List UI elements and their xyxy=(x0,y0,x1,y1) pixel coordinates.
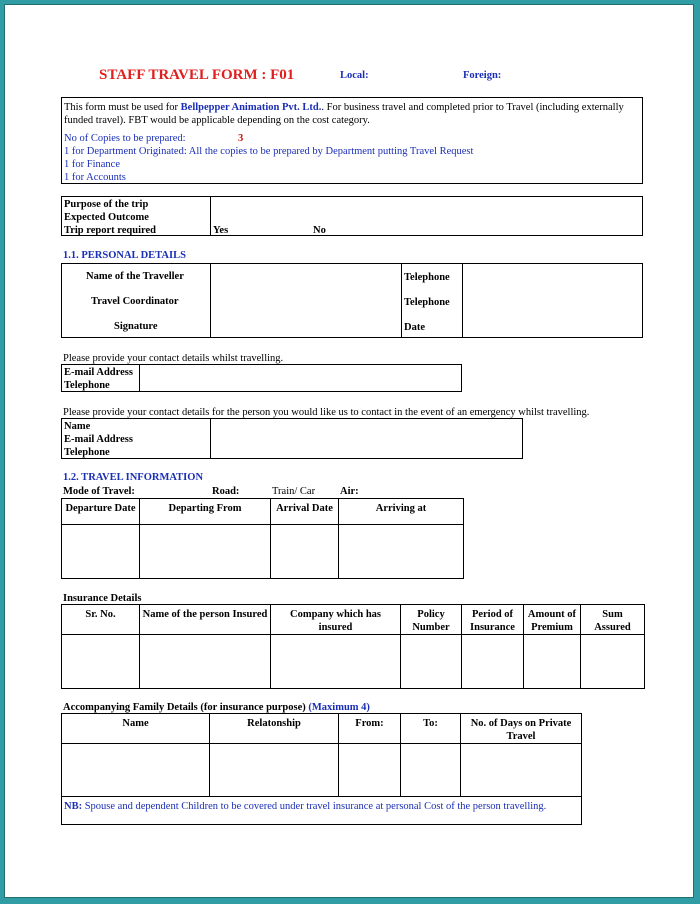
insured-person-cell[interactable] xyxy=(140,635,271,689)
copy-line-finance: 1 for Finance xyxy=(64,159,120,170)
col-departing-from: Departing From xyxy=(140,499,271,525)
coordinator-label: Travel Coordinator xyxy=(91,296,179,307)
personal-heading: 1.1. PERSONAL DETAILS xyxy=(63,250,186,261)
relationship-cell[interactable] xyxy=(210,744,339,797)
sr-no-cell[interactable] xyxy=(62,635,140,689)
contact-telephone-label: Telephone xyxy=(64,380,110,391)
col-relationship: Relatonship xyxy=(210,714,339,744)
arrival-date-cell[interactable] xyxy=(271,525,339,579)
company-name: Bellpepper Animation Pvt. Ltd. xyxy=(180,102,322,113)
travel-heading: 1.2. TRAVEL INFORMATION xyxy=(63,472,204,483)
form-title: STAFF TRAVEL FORM : F01 xyxy=(99,67,295,83)
col-family-name: Name xyxy=(62,714,210,744)
telephone-field[interactable] xyxy=(463,264,642,337)
train-car-label: Train/ Car xyxy=(272,486,316,497)
emergency-field[interactable] xyxy=(211,419,522,458)
col-departure-date: Departure Date xyxy=(62,499,140,525)
travel-table xyxy=(61,498,464,579)
telephone2-label: Telephone xyxy=(404,297,450,308)
col-insurer-company: Company which has insured xyxy=(271,605,401,635)
insurance-heading: Insurance Details xyxy=(63,593,142,604)
emergency-email-label: E-mail Address xyxy=(64,434,133,445)
contact-box xyxy=(61,364,462,392)
emergency-intro: Please provide your contact details for the person you would like us to contact in the event of an emergency whilst travelling. xyxy=(63,407,590,418)
report-label: Trip report required xyxy=(64,225,156,236)
form-page xyxy=(4,4,694,898)
copy-line-accounts: 1 for Accounts xyxy=(64,172,126,183)
col-insured-person: Name of the person Insured xyxy=(140,605,271,635)
to-cell[interactable] xyxy=(401,744,461,797)
col-arriving-at: Arriving at xyxy=(339,499,464,525)
purpose-label: Purpose of the trip xyxy=(64,199,149,210)
col-insurance-period: Period of Insurance xyxy=(462,605,524,635)
copy-line-department: 1 for Department Originated: All the copies to be prepared by Department putting Travel Request xyxy=(64,146,474,157)
col-premium-amount: Amount of Premium xyxy=(524,605,581,635)
contact-email-label: E-mail Address xyxy=(64,367,133,378)
insurance-table xyxy=(61,604,645,689)
departing-from-cell[interactable] xyxy=(140,525,271,579)
premium-amount-cell[interactable] xyxy=(524,635,581,689)
copies-value: 3 xyxy=(238,133,244,144)
personal-divider-2 xyxy=(401,264,402,337)
outcome-label: Expected Outcome xyxy=(64,212,149,223)
col-to: To: xyxy=(401,714,461,744)
contact-intro: Please provide your contact details whilst travelling. xyxy=(63,353,284,364)
nb-label: NB: xyxy=(64,801,83,812)
private-days-cell[interactable] xyxy=(461,744,582,797)
contact-field[interactable] xyxy=(140,365,461,391)
foreign-label: Foreign: xyxy=(463,70,502,81)
emergency-telephone-label: Telephone xyxy=(64,447,110,458)
arriving-at-cell[interactable] xyxy=(339,525,464,579)
nb-text: Spouse and dependent Children to be covered under travel insurance at personal Cost of the person travelling. xyxy=(84,801,547,812)
departure-date-cell[interactable] xyxy=(62,525,140,579)
signature-label: Signature xyxy=(114,321,158,332)
air-label: Air: xyxy=(340,486,359,497)
trip-divider xyxy=(210,197,211,235)
col-sr-no: Sr. No. xyxy=(62,605,140,635)
yes-option[interactable]: Yes xyxy=(213,225,229,236)
trip-box xyxy=(61,196,643,236)
policy-number-cell[interactable] xyxy=(401,635,462,689)
col-from: From: xyxy=(339,714,401,744)
col-arrival-date: Arrival Date xyxy=(271,499,339,525)
insurance-period-cell[interactable] xyxy=(462,635,524,689)
intro-line2: funded travel). FBT would be applicable depending on the cost category. xyxy=(64,115,370,126)
family-name-cell[interactable] xyxy=(62,744,210,797)
family-table xyxy=(61,713,582,825)
from-cell[interactable] xyxy=(339,744,401,797)
intro-prefix: This form must be used for xyxy=(64,102,179,113)
family-heading-text: Accompanying Family Details (for insurance purpose) xyxy=(63,702,306,713)
nb-note xyxy=(62,797,582,825)
no-option[interactable]: No xyxy=(313,225,326,236)
local-label: Local: xyxy=(340,70,369,81)
col-policy-number: Policy Number xyxy=(401,605,462,635)
personal-box xyxy=(61,263,643,338)
insurer-company-cell[interactable] xyxy=(271,635,401,689)
intro-box xyxy=(61,97,643,184)
date-label: Date xyxy=(404,322,425,333)
telephone1-label: Telephone xyxy=(404,272,450,283)
emergency-box xyxy=(61,418,523,459)
copies-label: No of Copies to be prepared: xyxy=(64,133,186,144)
family-max-note: (Maximum 4) xyxy=(308,702,370,713)
col-sum-assured: Sum Assured xyxy=(581,605,645,635)
emergency-name-label: Name xyxy=(64,421,91,432)
col-private-days: No. of Days on Private Travel xyxy=(461,714,582,744)
intro-line1: This form must be used for Bellpepper Animation Pvt. Ltd.. For business travel and completed prior to Travel (including externally xyxy=(64,102,624,113)
road-label: Road: xyxy=(212,486,240,497)
traveller-label: Name of the Traveller xyxy=(86,271,184,282)
sum-assured-cell[interactable] xyxy=(581,635,645,689)
mode-of-travel-label: Mode of Travel: xyxy=(63,486,135,497)
traveller-name-field[interactable] xyxy=(211,264,401,337)
intro-suffix: For business travel and completed prior to Travel (including externally xyxy=(326,102,624,113)
